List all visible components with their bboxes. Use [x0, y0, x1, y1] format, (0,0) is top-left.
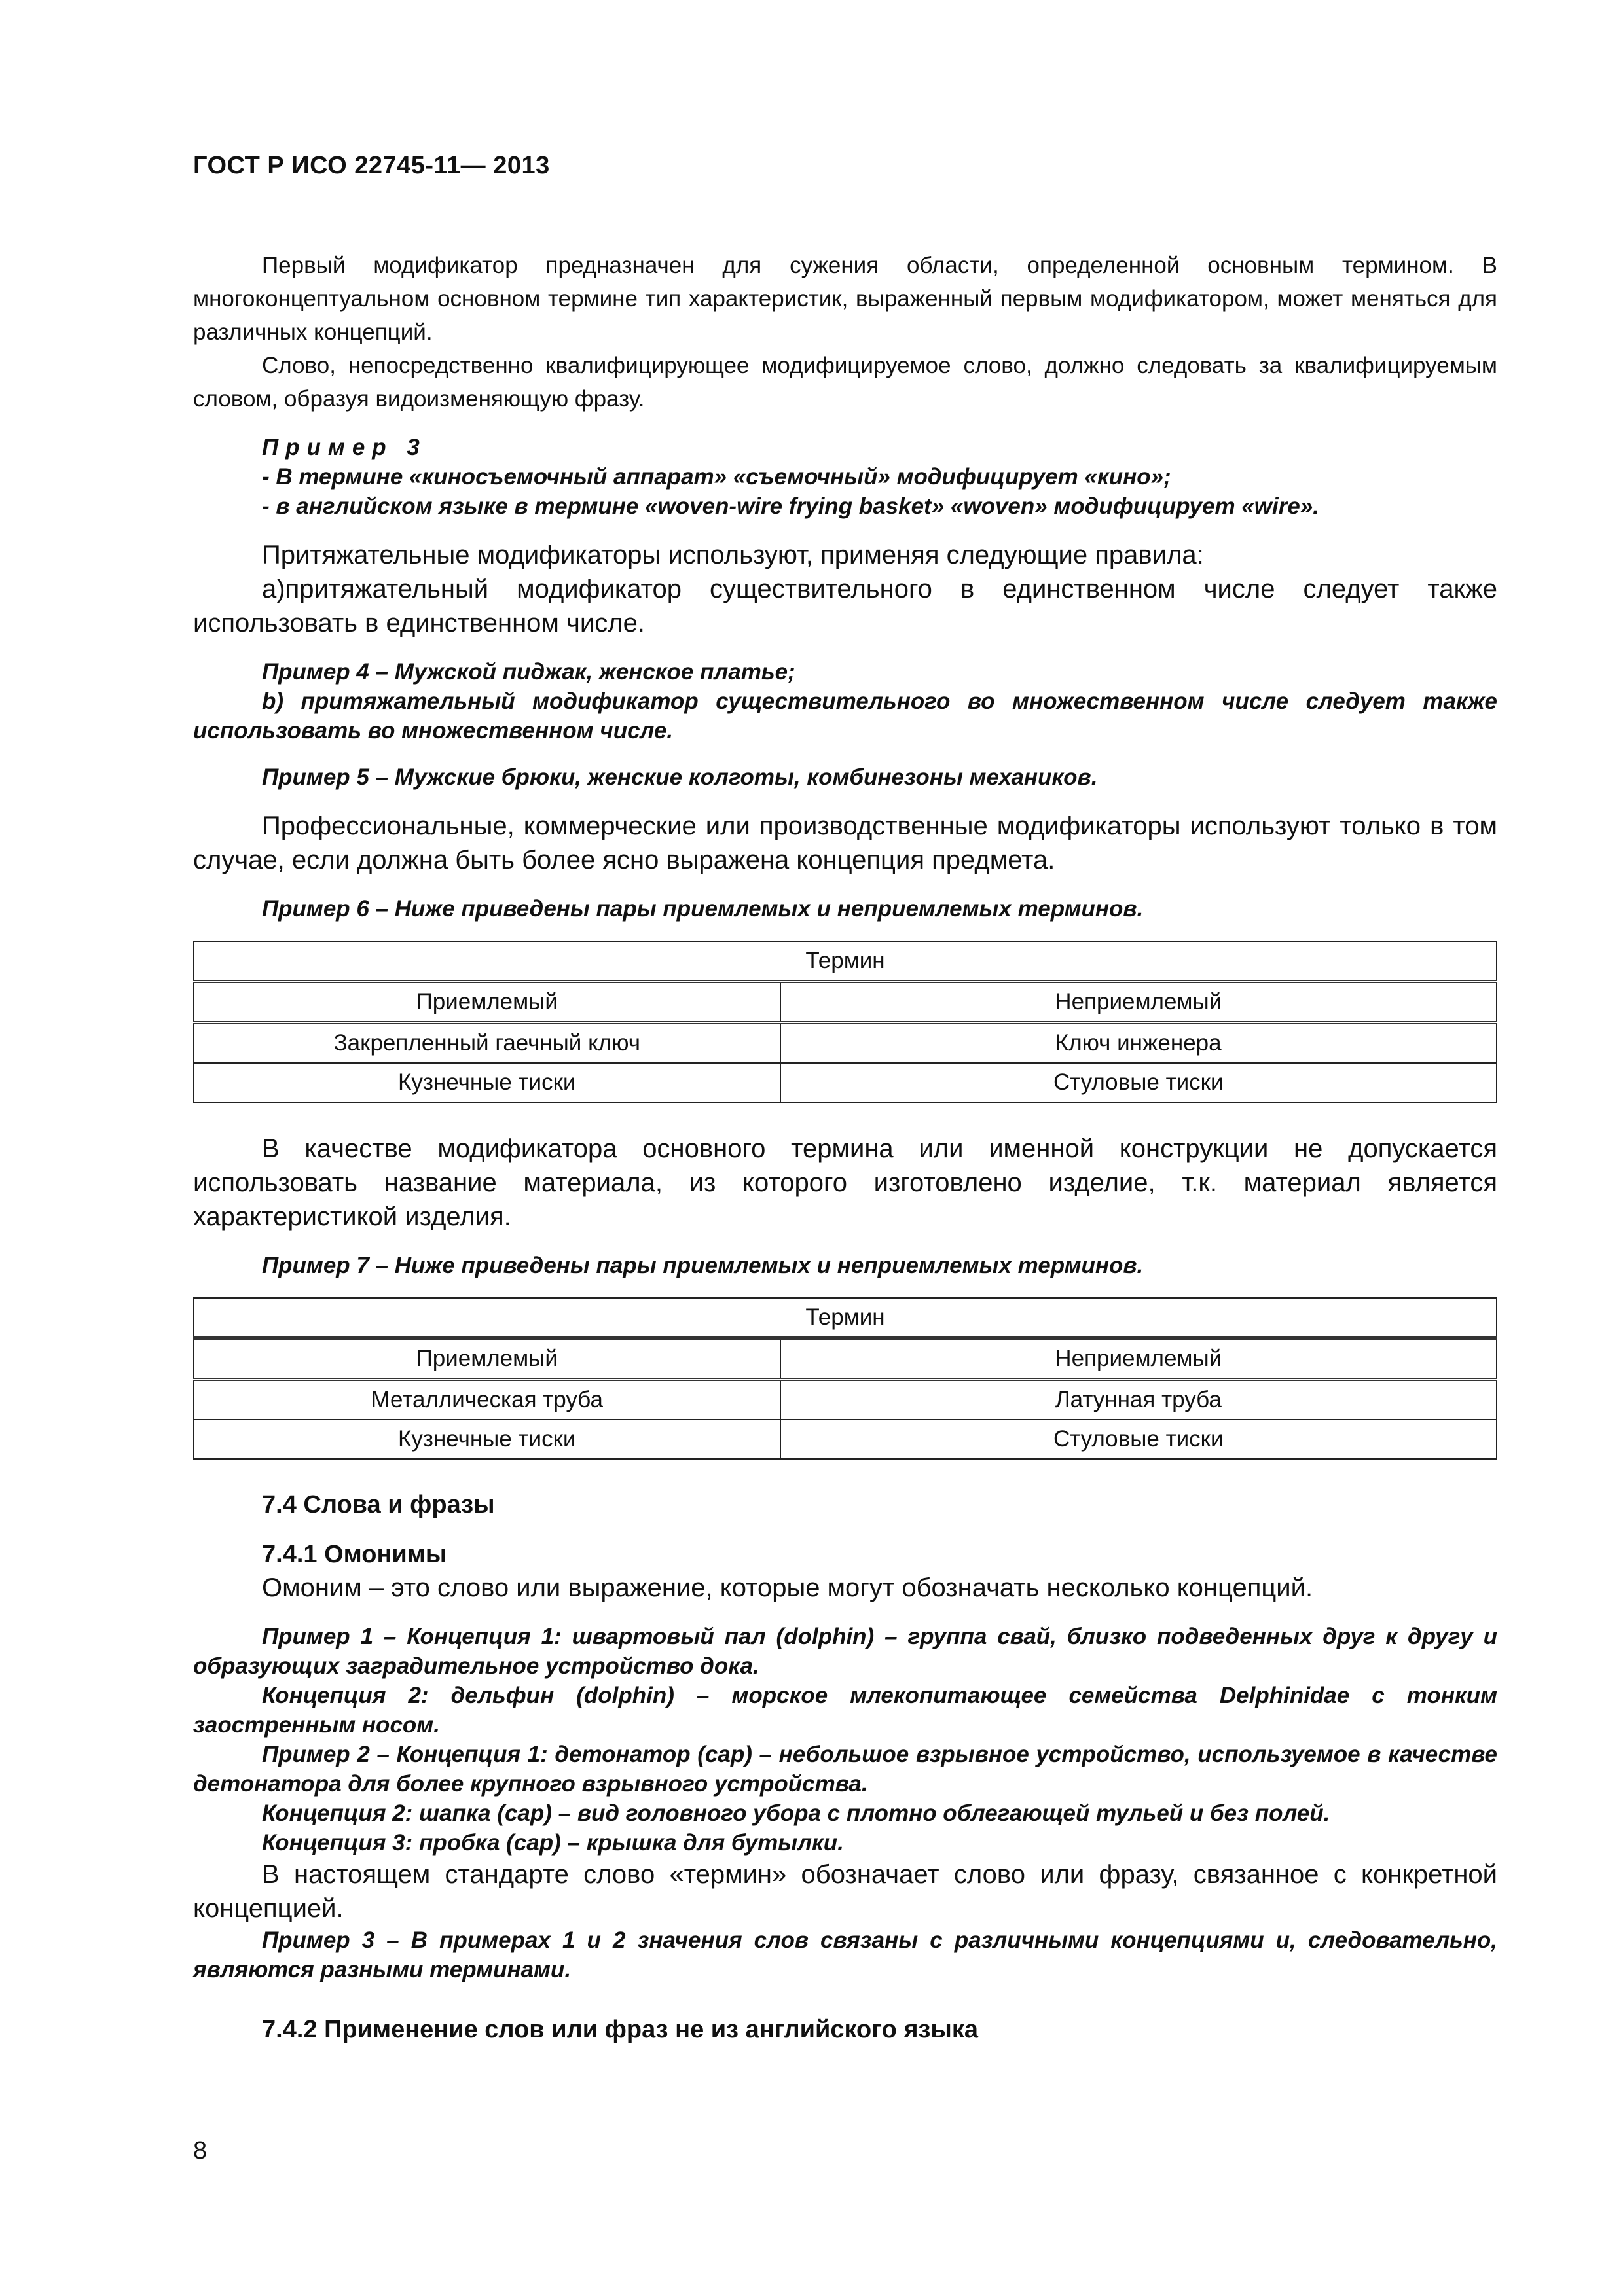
table-header: Термин — [194, 1298, 1497, 1338]
document-header: ГОСТ Р ИСО 22745-11— 2013 — [193, 152, 550, 179]
homonym-example-2-concept-3: Концепция 3: пробка (cap) – крышка для бутылки. — [262, 1830, 844, 1856]
paragraph-material-modifier: В качестве модификатора основного термина или именной конструкции не допускается использовать название материала, из которого изготовлено изделие, т.к. материал является характеристикой изделия. — [193, 1134, 1497, 1231]
example-4-rule-b: b) притяжательный модификатор существительного во множественном числе следует также использовать во множественном числе. — [193, 689, 1497, 744]
page-content — [193, 249, 1497, 2046]
example-7: Пример 7 – Ниже приведены пары приемлемых и неприемлемых терминов. — [262, 1253, 1144, 1278]
column-unacceptable: Неприемлемый — [780, 1338, 1497, 1380]
column-acceptable: Приемлемый — [194, 1338, 780, 1380]
example-4: Пример 4 – Мужской пиджак, женское платье; — [262, 659, 795, 685]
example-3-title: Пример 3 — [262, 435, 427, 460]
section-heading-7-4-2: 7.4.2 Применение слов или фраз не из английского языка — [262, 2016, 979, 2043]
table-cell: Кузнечные тиски — [194, 1420, 780, 1459]
table-cell: Кузнечные тиски — [194, 1063, 780, 1102]
page-number: 8 — [193, 2137, 208, 2164]
section-heading-7-4-1: 7.4.1 Омонимы — [262, 1541, 447, 1568]
example-6: Пример 6 – Ниже приведены пары приемлемых и неприемлемых терминов. — [262, 896, 1144, 922]
table-cell: Закрепленный гаечный ключ — [194, 1023, 780, 1064]
paragraph-professional-modifiers: Профессиональные, коммерческие или производственные модификаторы используют только в том случае, если должна быть более ясно выражена концепция предмета. — [193, 812, 1497, 874]
homonym-example-2-concept-2: Концепция 2: шапка (cap) – вид головного убора с плотно облегающей тульей и без полей. — [262, 1801, 1330, 1826]
table-cell: Стуловые тиски — [780, 1063, 1497, 1102]
column-acceptable: Приемлемый — [194, 982, 780, 1023]
example-3-line-2: - в английском языке в термине «woven-wire frying basket» «woven» модифицирует «wire». — [262, 493, 1320, 519]
homonym-example-1: Пример 1 – Концепция 1: швартовый пал (dolphin) – группа свай, близко подведенных друг к другу и образующих заградительное устройство дока. — [193, 1624, 1497, 1679]
paragraph-qualifying-word: Слово, непосредственно квалифицирующее модифицируемое слово, должно следовать за квалифицируемым словом, образуя видоизменяющую фразу. — [193, 353, 1497, 412]
paragraph-rule-a: а)притяжательный модификатор существительного в единственном числе следует также использовать в единственном числе. — [193, 575, 1497, 637]
paragraph-term-definition: В настоящем стандарте слово «термин» обозначает слово или фразу, связанное с конкретной концепцией. — [193, 1860, 1497, 1923]
example-5: Пример 5 – Мужские брюки, женские колготы, комбинезоны механиков. — [262, 764, 1098, 790]
table-cell: Ключ инженера — [780, 1023, 1497, 1064]
homonym-example-1-concept-2: Концепция 2: дельфин (dolphin) – морское млекопитающее семейства Delphinidae с тонким заостренным носом. — [193, 1683, 1497, 1738]
paragraph-homonym-definition: Омоним – это слово или выражение, которые могут обозначать несколько концепций. — [262, 1573, 1313, 1602]
terms-table-2 — [193, 1297, 1497, 1460]
column-unacceptable: Неприемлемый — [780, 982, 1497, 1023]
section-heading-7-4: 7.4 Слова и фразы — [262, 1491, 495, 1518]
paragraph-possessive-rules: Притяжательные модификаторы используют, применяя следующие правила: — [262, 541, 1204, 569]
terms-table-1 — [193, 941, 1497, 1103]
table-header: Термин — [194, 941, 1497, 982]
example-3-line-1: - В термине «киносъемочный аппарат» «съемочный» модифицирует «кино»; — [262, 464, 1171, 490]
table-cell: Латунная труба — [780, 1380, 1497, 1420]
homonym-example-3: Пример 3 – В примерах 1 и 2 значения слов связаны с различными концепциями и, следовательно, являются разными терминами. — [193, 1928, 1497, 1982]
homonym-example-2: Пример 2 – Концепция 1: детонатор (cap) – небольшое взрывное устройство, используемое в качестве детонатора для более крупного взрывного устройства. — [193, 1742, 1497, 1797]
paragraph-first-modifier: Первый модификатор предназначен для сужения области, определенной основным термином. В многоконцептуальном основном термине тип характеристик, выраженный первым модификатором, может меняться для различных концепций. — [193, 253, 1497, 345]
table-cell: Металлическая труба — [194, 1380, 780, 1420]
table-cell: Стуловые тиски — [780, 1420, 1497, 1459]
